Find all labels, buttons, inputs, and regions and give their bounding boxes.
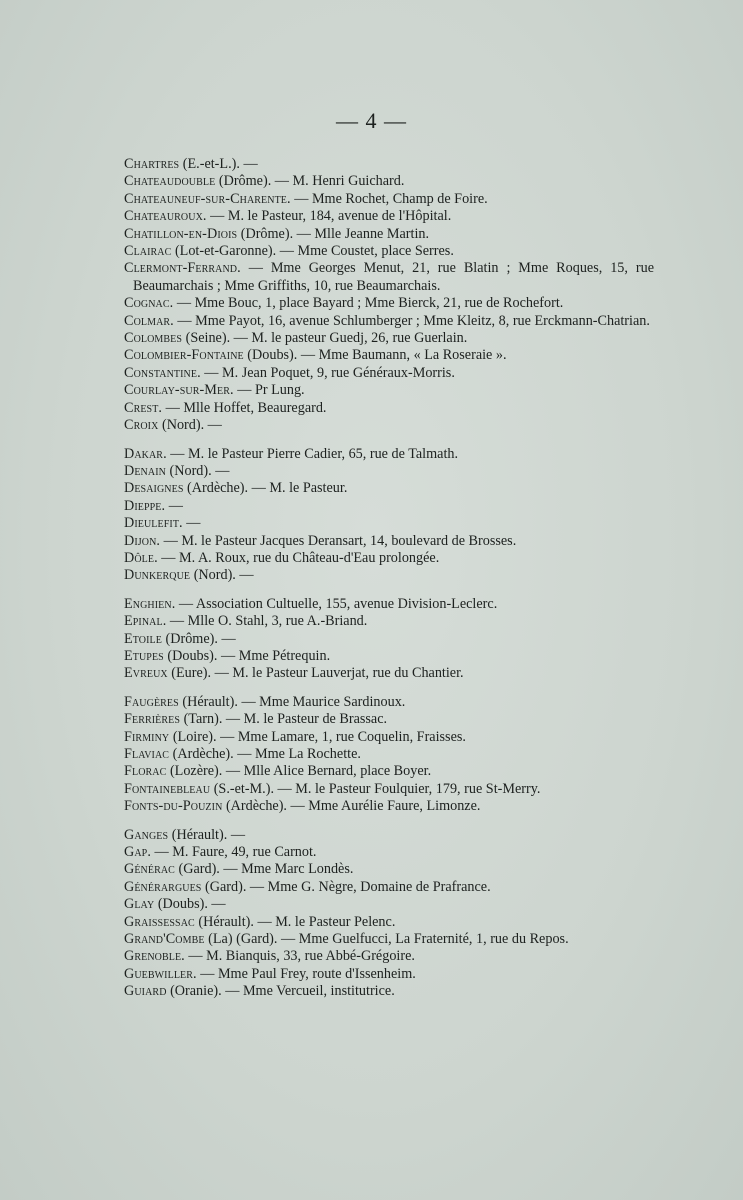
place-name: Cognac. [124,295,174,312]
place-name: Epinal. [124,613,167,630]
place-name: Dakar. [124,445,167,462]
directory-entry [124,567,654,584]
directory-entry [124,694,654,711]
place-name: Etoile [124,630,162,647]
directory-list [124,156,654,1012]
place-name: Firminy [124,728,170,745]
entry-details: (Drôme). — M. Henri Guichard. [215,173,405,190]
directory-entry [124,446,654,463]
place-name: Fontainebleau [124,780,211,797]
place-name: Graissessac [124,913,195,930]
entry-details: (Seine). — M. le pasteur Guedj, 26, rue Guerlain. [182,330,468,347]
entry-details: (Tarn). — M. le Pasteur de Brassac. [180,711,388,728]
place-name: Fonts-du-Pouzin [124,798,223,815]
entry-details: (Drôme). — Mlle Jeanne Martin. [237,225,430,242]
place-name: Chateaudouble [124,173,216,190]
entry-details: (Oranie). — Mme Vercueil, institutrice. [166,983,395,1000]
entry-details: (Doubs). — [154,896,226,913]
place-name: Florac [124,763,167,780]
directory-entry [124,861,654,878]
directory-entry [124,208,654,225]
entry-details: — Mme Paul Frey, route d'Issenheim. [196,965,416,982]
entry-details: (Ardèche). — Mme Aurélie Faure, Limonze. [222,798,481,815]
directory-entry [124,498,654,515]
directory-entry [124,729,654,746]
place-name: Chatillon-en-Diois [124,225,238,242]
directory-entry [124,463,654,480]
entry-details: (Nord). — [158,417,222,434]
directory-entry [124,596,654,613]
place-name: Générac [124,861,175,878]
letter-group [124,827,654,1001]
place-name: Croix [124,417,159,434]
directory-entry [124,533,654,550]
directory-entry [124,417,654,434]
place-name: Denain [124,462,166,479]
entry-details: (Hérault). — [168,826,246,843]
entry-details: — Mme Georges Menut, 21, rue Blatin ; Mme Roques, 15, rue Beaumarchais ; Mme Griffiths, 10, rue Beaumarchais. [133,260,654,294]
entry-details: — [165,497,183,514]
place-name: Chartres [124,156,180,172]
place-name: Dieppe. [124,497,166,514]
entry-details: (Gard). — Mme G. Nègre, Domaine de Prafrance. [201,878,491,895]
place-name: Clairac [124,243,172,260]
entry-details: (Gard). — Mme Marc Londès. [174,861,354,878]
place-name: Ferrières [124,711,181,728]
place-name: Chateauneuf-sur-Charente. [124,190,291,207]
directory-entry [124,665,654,682]
place-name: Flaviac [124,746,170,762]
place-name: Etupes [124,647,164,664]
entry-details: — M. Bianquis, 33, rue Abbé-Grégoire. [184,948,415,965]
entry-details: (La) (Gard). — Mme Guelfucci, La Fraternité, 1, rue du Repos. [204,931,569,948]
entry-details: — Mme Payot, 16, avenue Schlumberger ; Mme Kleitz, 8, rue Erckmann-Chatrian. [173,312,650,329]
place-name: Dunkerque [124,567,191,584]
entry-details: — Mme Rochet, Champ de Foire. [290,190,488,207]
letter-group [124,156,654,435]
place-name: Evreux [124,665,168,682]
directory-entry [124,948,654,965]
directory-entry [124,480,654,497]
place-name: Dôle. [124,549,158,566]
entry-details: (Doubs). — Mme Baumann, « La Roseraie ». [243,347,507,364]
directory-entry [124,330,654,347]
directory-entry [124,798,654,815]
entry-details: — Association Cultuelle, 155, avenue Division-Leclerc. [175,595,498,612]
directory-entry [124,613,654,630]
entry-details: — Pr Lung. [233,382,305,399]
directory-entry [124,243,654,260]
place-name: Courlay-sur-Mer. [124,382,234,399]
directory-entry [124,914,654,931]
entry-details: — Mme Bouc, 1, place Bayard ; Mme Bierck, 21, rue de Rochefort. [173,295,564,312]
page-number: — 4 — [336,108,407,133]
place-name: Dieulefit. [124,515,183,532]
directory-entry [124,313,654,330]
directory-entry [124,156,654,173]
directory-entry [124,763,654,780]
directory-entry [124,711,654,728]
entry-details: (Hérault). — M. le Pasteur Pelenc. [194,913,396,930]
letter-group [124,694,654,816]
place-name: Gap. [124,844,151,861]
place-name: Guiard [124,983,167,1000]
entry-details: — Mlle O. Stahl, 3, rue A.-Briand. [166,613,368,630]
entry-details: (Loire). — Mme Lamare, 1, rue Coquelin, Fraisses. [169,728,466,745]
directory-entry [124,844,654,861]
directory-entry [124,631,654,648]
entry-details: (Nord). — [165,462,230,479]
directory-entry [124,400,654,417]
entry-details: (Lozère). — Mlle Alice Bernard, place Boyer. [166,763,432,780]
place-name: Générargues [124,878,202,895]
place-name: Chateauroux. [124,208,207,225]
directory-entry [124,515,654,532]
directory-entry [124,781,654,798]
directory-entry [124,931,654,948]
directory-entry [124,260,654,295]
entry-details: (Ardèche). — Mme La Rochette. [169,746,361,762]
entry-details: — M. Jean Poquet, 9, rue Généraux-Morris. [200,364,455,381]
directory-entry [124,226,654,243]
directory-entry [124,295,654,312]
entry-details: (Hérault). — Mme Maurice Sardinoux. [178,693,406,710]
place-name: Guebwiller. [124,965,197,982]
place-name: Constantine. [124,364,201,381]
directory-entry [124,983,654,1000]
place-name: Dijon. [124,532,161,549]
directory-entry [124,896,654,913]
entry-details: (Lot-et-Garonne). — Mme Coustet, place Serres. [171,243,454,260]
place-name: Grenoble. [124,948,185,965]
directory-entry [124,879,654,896]
directory-entry [124,382,654,399]
entry-details: — Mlle Hoffet, Beauregard. [162,399,327,416]
directory-entry [124,827,654,844]
letter-group [124,446,654,585]
directory-entry [124,365,654,382]
place-name: Clermont-Ferrand. [124,260,241,277]
place-name: Colmar. [124,312,174,329]
letter-group [124,596,654,683]
place-name: Colombier-Fontaine [124,347,244,364]
entry-details: (E.-et-L.). — [179,156,258,172]
place-name: Grand'Combe [124,931,205,948]
directory-entry [124,173,654,190]
directory-entry [124,347,654,364]
place-name: Glay [124,896,155,913]
directory-entry [124,648,654,665]
entry-details: — M. Faure, 49, rue Carnot. [150,844,317,861]
place-name: Crest. [124,399,163,416]
directory-entry [124,550,654,567]
place-name: Faugères [124,693,179,710]
entry-details: — [182,515,201,532]
entry-details: (Nord). — [190,567,254,584]
place-name: Enghien. [124,595,176,612]
place-name: Desaignes [124,480,184,497]
entry-details: — M. A. Roux, rue du Château-d'Eau prolongée. [157,549,440,566]
place-name: Ganges [124,826,169,843]
entry-details: (Doubs). — Mme Pétrequin. [163,647,331,664]
place-name: Colombes [124,330,183,347]
entry-details: (Drôme). — [161,630,236,647]
entry-details: — M. le Pasteur Pierre Cadier, 65, rue de Talmath. [166,445,459,462]
entry-details: — M. le Pasteur Jacques Deransart, 14, boulevard de Brosses. [160,532,517,549]
entry-details: (Ardèche). — M. le Pasteur. [183,480,348,497]
entry-details: (S.-et-M.). — M. le Pasteur Foulquier, 179, rue St-Merry. [210,780,541,797]
entry-details: — M. le Pasteur, 184, avenue de l'Hôpital. [206,208,452,225]
directory-entry [124,966,654,983]
directory-entry [124,191,654,208]
directory-entry [124,746,654,763]
entry-details: (Eure). — M. le Pasteur Lauverjat, rue du Chantier. [167,665,464,682]
